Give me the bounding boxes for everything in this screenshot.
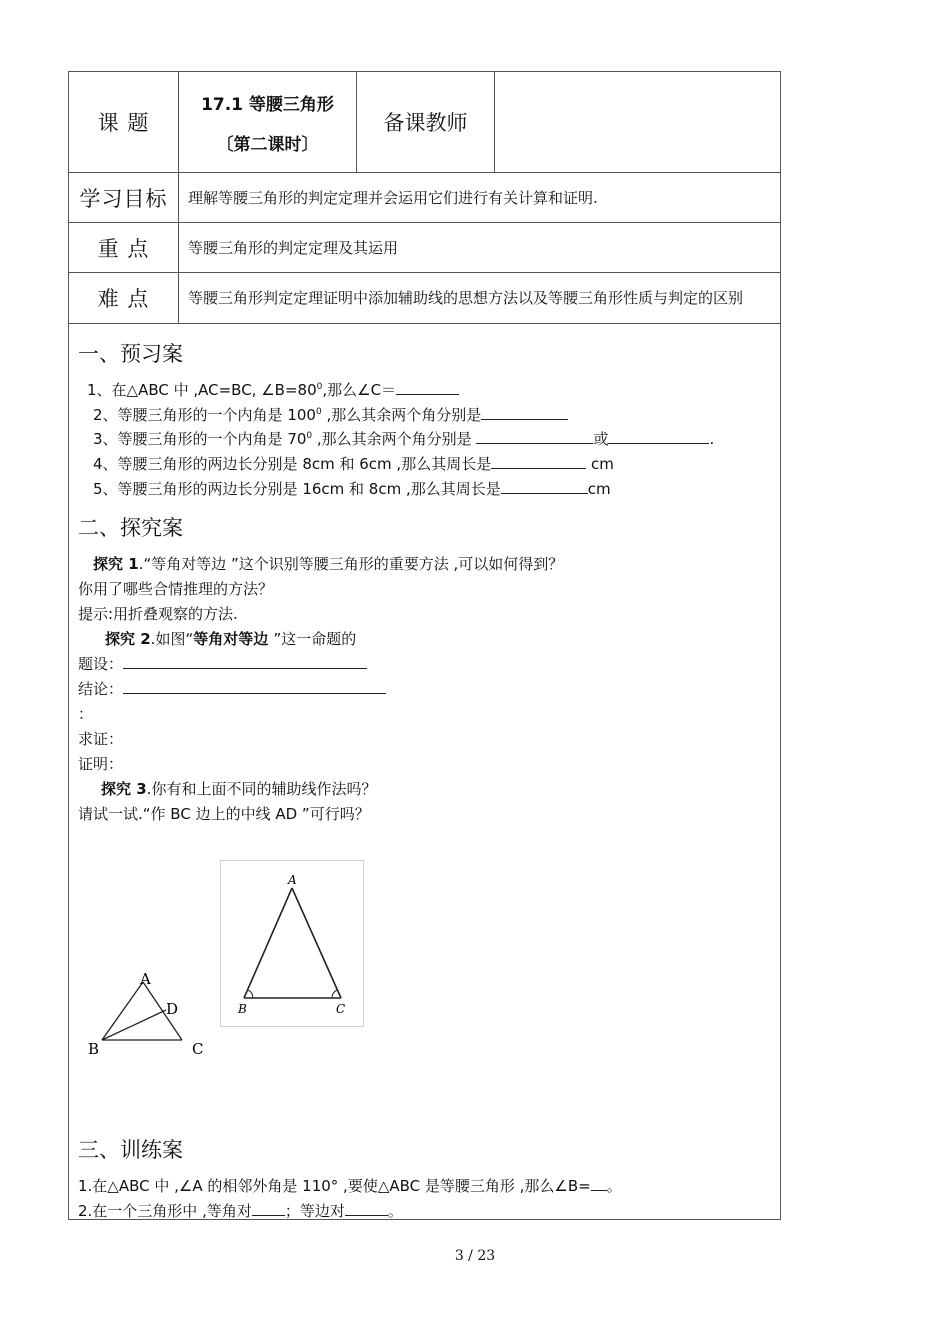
label-a: A [140, 970, 151, 988]
difficulty-label: 难 点 [97, 287, 150, 311]
training-question-2: 2.在一个三角形中 ,等角对 ；等边对 。 [78, 1202, 403, 1220]
colon-line: ： [78, 705, 94, 723]
answer-blank[interactable] [591, 1176, 607, 1191]
lesson-subtitle: 〔第二课时〕 [216, 134, 319, 155]
explore-2-line: 探究 2.如图“等角对等边 ”这一命题的 [105, 630, 357, 648]
difficulty-value: 等腰三角形判定定理证明中添加辅助线的思想方法以及等腰三角形性质与判定的区别 [188, 289, 744, 307]
answer-blank[interactable] [252, 1201, 285, 1216]
answer-blank[interactable] [481, 405, 568, 420]
large-triangle-figure [220, 860, 364, 1028]
label-a: A [288, 873, 297, 887]
preview-question-5: 5、等腰三角形的两边长分别是 16cm 和 8cm ,那么其周长是 cm [93, 480, 611, 498]
proof-line: 证明： [78, 755, 124, 773]
small-triangle-figure [80, 962, 220, 1062]
answer-blank[interactable] [501, 479, 588, 494]
label-b: B [88, 1040, 100, 1058]
conclusion-line: 结论： [78, 678, 386, 699]
answer-blank[interactable] [476, 429, 593, 444]
preview-question-1: 1、在△ABC 中 ,AC=BC, $\angle B=80^0$,那么∠C＝ [87, 379, 459, 400]
premise-blank[interactable] [123, 654, 367, 669]
answer-blank[interactable] [345, 1201, 388, 1216]
teacher-value [495, 72, 780, 172]
preview-question-4: 4、等腰三角形的两边长分别是 8cm 和 6cm ,那么其周长是 cm [93, 455, 614, 473]
course-label: 课 题 [97, 111, 150, 135]
explore-3-line-2: 请试一试.“作 BC 边上的中线 AD ”可行吗？ [78, 805, 370, 823]
label-c: C [336, 1002, 346, 1016]
answer-blank[interactable] [491, 454, 586, 469]
explore-3-line: 探究 3.你有和上面不同的辅助线作法吗？ [101, 780, 377, 798]
preview-question-2: 2、等腰三角形的一个内角是 $100^0$ ,那么其余两个角分别是 [93, 404, 568, 425]
keypoint-label: 重 点 [97, 236, 150, 261]
prove-line: 求证： [78, 730, 124, 748]
side-ab [102, 982, 143, 1040]
label-b: B [238, 1002, 247, 1016]
lesson-title: 17.1 等腰三角形 [201, 94, 334, 115]
objectives-value: 理解等腰三角形的判定定理并会运用它们进行有关计算和证明. [188, 188, 598, 207]
answer-blank[interactable] [608, 429, 709, 444]
page-number: 3 / 23 [454, 1248, 496, 1264]
segment-bd [102, 1010, 166, 1040]
explore-1-line-2: 你用了哪些合情推理的方法？ [78, 580, 274, 598]
explore-heading: 二、探究案 [78, 516, 183, 540]
training-heading: 三、训练案 [78, 1138, 183, 1162]
answer-blank[interactable] [396, 380, 459, 395]
explore-1-hint: 提示:用折叠观察的方法. [78, 605, 238, 623]
training-question-1: 1.在△ABC 中 ,∠A 的相邻外角是 110° ,要使△ABC 是等腰三角形 ,那么∠B= 。 [78, 1177, 622, 1195]
label-c: C [192, 1040, 204, 1058]
premise-line: 题设： [78, 653, 367, 674]
preview-heading: 一、预习案 [78, 342, 183, 366]
explore-1-line: 探究 1.“等角对等边 ”这个识别等腰三角形的重要方法 ,可以如何得到？ [93, 555, 564, 573]
objectives-label: 学习目标 [79, 186, 168, 211]
conclusion-blank[interactable] [123, 679, 386, 694]
teacher-label: 备课教师 [383, 111, 468, 135]
row-divider [68, 323, 781, 324]
lesson-title-cell [179, 72, 356, 172]
preview-question-3: 3、等腰三角形的一个内角是 $70^0$ ,那么其余两个角分别是 或 . [93, 430, 715, 448]
label-d: D [166, 1000, 179, 1018]
keypoint-value: 等腰三角形的判定定理及其运用 [188, 238, 399, 257]
